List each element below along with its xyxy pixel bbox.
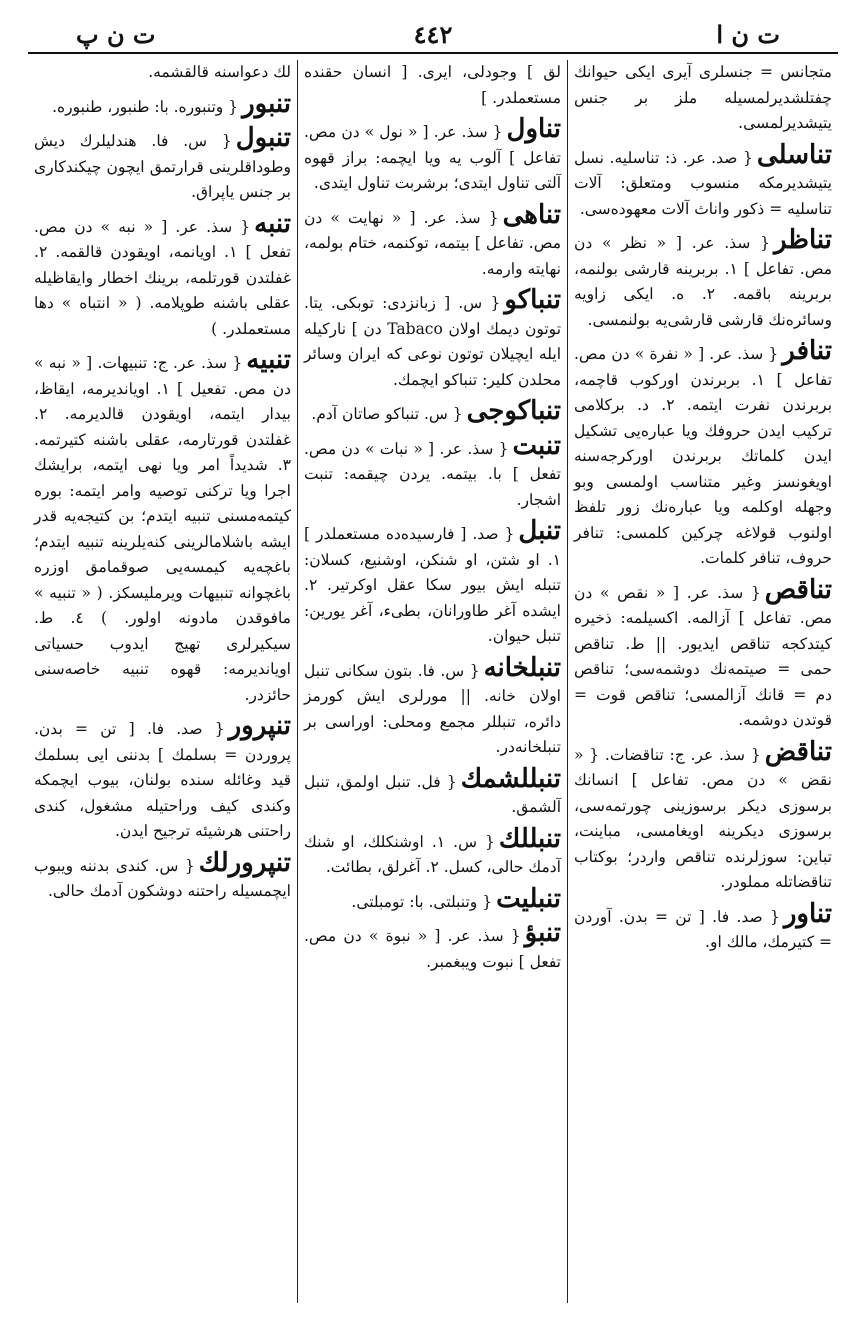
entry-headword: تنبل (518, 516, 561, 546)
entry-definition: { سذ. عر. [ « نهایت » دن مص. تفاعل ] بیتمه، توكنمه، ختام بولمه، نهایته وارمه. (304, 208, 561, 278)
entry-definition: { سذ. عر. [ « نبه » دن مص. تفعل ] ۱. اویانمه، اویقودن قالقمه. ۲. غفلتدن قورتلمه، برینك اخطار وایقاظیله عقلی باشنه طوپلامه. ( « انتباه » دها مستعملدر. ) (34, 217, 291, 338)
entry-headword: تناقض (764, 736, 832, 767)
entry-definition: { س. [ زبانزدی: توبكی. یتا. توتون دیمك اولان Tabaco دن ] ناركیله ایله ایچیلان توتون نوعی كه ایران وسائر محلدن كلیر: تنباكو ایچمك. (304, 294, 562, 389)
entry-headword: تنافر (782, 336, 832, 366)
dictionary-entry (304, 396, 561, 428)
entry-definition: { سذ. عر. [ « نول » دن مص. تفاعل ] آلوب یه ویا ایچمه: براز قهوه آلتی تناول ایتدی؛ برشربت تناول ایتدی. (304, 123, 561, 192)
dictionary-entry (34, 60, 291, 86)
column-middle (298, 60, 568, 1303)
dictionary-entry (574, 60, 832, 137)
header-right-letters: ت ن ا (716, 20, 780, 49)
entry-headword: تنبت (512, 430, 561, 461)
column-left (28, 60, 298, 1303)
entry-definition: { فل. تنبل اولمق، تنبل آلشمق. (304, 772, 561, 816)
dictionary-entry (34, 89, 291, 121)
dictionary-entry (34, 345, 291, 708)
entry-definition: { صد. فا. [ تن = بدن. آوردن = كتیرمك، مالك او. (574, 907, 832, 951)
dictionary-entry (304, 653, 561, 761)
entry-headword: تنپرور (228, 711, 291, 741)
entry-headword: تناهی (502, 199, 561, 230)
entry-headword: تنبه (254, 208, 291, 239)
entry-definition: { سذ. عر. [ « نفرة » دن مص. تفاعل ] ۱. بربرندن اوركوب قاچمه، بربرندن نفرت ایتمه. ۲. د. بركلامی تركیب ایدن حروفك ویا عباره‌یی تشكیل ایدن كلماتك بربرندن اوركرجه‌سنه اویغونسز وغیر متناسب اولمسی وبو وجهله اوكلمه ویا عباره‌نك زور تلفظ اولنوب قولاغه چركین كلمسی: تنافر حروف، تنافر كلمات. (574, 345, 833, 567)
columns-container (28, 60, 838, 1303)
entry-definition: { صد. فا. [ تن = بدن. پروردن = بسلمك ] بدننی ایی بسلمك قید وغائله سنده بولنان، بیوب ایچمكه وكندی كیف وراحتیله مشغول، كندی راحتنی هرشیئه ترجیح ایدن. (34, 720, 291, 840)
entry-headword: تنبؤ (524, 918, 561, 948)
entry-headword: تناظر (773, 225, 832, 255)
dictionary-entry (34, 711, 291, 845)
dictionary-entry (574, 225, 832, 333)
dictionary-entry (304, 285, 561, 393)
entry-headword: تنبول (235, 123, 291, 153)
dictionary-entry (304, 60, 561, 111)
entry-headword: تناسلی (756, 139, 832, 170)
entry-definition: { سذ. عر. [ « نقص » دن مص. تفاعل ] آزالمه. اكسیلمه: ذخیره كیتدكجه تناقص ایدیور. || ط. تناقص حمی = صیتمه‌نك دوشمه‌سی؛ تناقص دم = قانك آزالمسی؛ تناقص قوت = قوتدن دوشمه. (574, 583, 832, 729)
entry-definition: لق ] وجودلی، ایری. [ انسان حقنده مستعملدر. ] (304, 63, 561, 107)
entry-definition: { سذ. عر. ج: تنبیهات. [ « نبه » دن مص. تفعیل ] ۱. اویاندیرمه، ایقاظ، بیدار ایتمه، اویقودن قالدیرمه. ۲. غفلتدن قورتارمه، عقلی باشنه كتیرتمه. ۳. شدیداً امر ویا نهی ایتمه، برایشك اجرا ویا تركنی توصیه وامر ایتمه: بوره كیتمه‌مسنی تنبیه ایتدم؛ بن كتیجه‌یه قدر ایشه باشلامالرینی كنه‌یلرینه تنبیه ایتدم؛ باغچه‌یه كیمسه‌یی صوقمامق اوزره باغچوانه تنبیهات ویرملیسكز. ( « تنبیه » مافوقدن مادونه اولور. ) ٤. ط. سیكیرلری تهیج ایدوب حسیاتی اویاندیرمه: قهوه تنبیه خاصه‌سنی حائزدر. (34, 354, 291, 704)
entry-definition: { صد. [ فارسیده‌ده مستعملدر ] ۱. او شتن، او شنكن، اوشنیع، كسلان: تنبله ایش بیور سكا عقل اوكرتیر. ۲. ایشده آغر طاورانان، بطیء، آغر یورین: تنبل حیوان. (304, 525, 561, 645)
dictionary-entry (574, 575, 832, 734)
entry-headword: تنبللشمك (460, 763, 561, 794)
entry-definition: { س. تنباكو صاتان آدم. (311, 405, 463, 423)
entry-definition: { وتنبوره. با: طنبور، طنبوره. (52, 97, 239, 116)
dictionary-entry (304, 200, 561, 283)
dictionary-entry (304, 114, 561, 197)
dictionary-entry (304, 431, 561, 514)
entry-definition: { صد. عر. ذ: تناسلیه. نسل یتیشدیرمکه منسوب ومتعلق: آلات تناسلیه = ذکور واناث آلات معهوده‌سی. (574, 148, 832, 218)
entry-headword: تنبیه (246, 345, 291, 375)
dictionary-entry (304, 824, 561, 881)
dictionary-entry (574, 899, 832, 956)
entry-headword: تنبور (242, 88, 291, 119)
entry-headword: تنپرورلك (198, 847, 291, 878)
entry-definition: لك دعواسنه قالقشمه. (148, 63, 291, 81)
dictionary-page (28, 18, 838, 1303)
entry-definition: { س. فا. بتون سكانی تنبل اولان خانه. || مورلری ایش كورمز دائره، تنبللر مجمع ومحلی: اوراسی بر تنبلخانه‌در. (304, 661, 561, 756)
entry-definition: { س. ۱. اوشنكلك، او شنك آدمك حالی، كسل. ۲. آغرلق، بطائت. (304, 832, 561, 876)
entry-headword: تناقص (764, 574, 832, 605)
dictionary-entry (34, 848, 291, 905)
page-header (28, 18, 838, 54)
entry-definition: { س. فا. هندلیلرك دیش وطوداقلرینی قرارتمق ایچون چیكندكاری بر جنس یاپراق. (34, 132, 291, 201)
column-right (568, 60, 838, 1303)
entry-definition: { سذ. عر. ج: تناقضات. { « نقض » دن مص. تفاعل ] انسانك برسوزی دیكر برسوزینی چورتمه‌سی، برسوزی دیكرینه اویغامسی، مباینت، تباین: سوزلرنده تناقص واردر؛ بوكتاب تناقضاتله مملودر. (574, 745, 832, 891)
entry-definition: متجانس = جنسلری آیری ایکی حیوانك چفتلشدیرلمسیله ملز بر جنس یتیشدیرلمسی. (574, 63, 832, 132)
dictionary-entry (304, 516, 561, 650)
dictionary-entry (304, 918, 561, 975)
entry-headword: تنبلیت (496, 883, 561, 914)
header-left-letters: ت ن پ (76, 20, 156, 49)
entry-definition: { سذ. عر. [ « نبوة » دن مص. تفعل ] نبوت ویبغمبر. (304, 927, 561, 971)
dictionary-entry (304, 764, 561, 821)
dictionary-entry (304, 884, 561, 916)
dictionary-entry (34, 209, 291, 343)
entry-definition: { وتنبلتی. با: تومبلتی. (351, 892, 493, 911)
entry-headword: تنباكو (504, 285, 561, 315)
entry-headword: تناول (506, 114, 561, 144)
entry-definition: { س. كندی بدننه ویبوب ایچمسیله راحتنه دوشكون آدمك حالی. (34, 856, 291, 900)
dictionary-entry (34, 123, 291, 206)
entry-headword: تنبلخانه (483, 652, 561, 683)
dictionary-entry (574, 737, 832, 896)
entry-definition: { سذ. عر. [ « نبات » دن مص. تفعل ] با. بیتمه. یردن چیقمه: تنبت اشجار. (304, 439, 561, 509)
entry-definition: { سذ. عر. [ « نظر » دن مص. تفاعل ] ۱. بربرینه قارشی بولنمه، بربرینه باقمه. ۲. ه. ایکی زاویه وسائره‌نك قارشی قارشی‌یه بولنمسی. (574, 234, 832, 329)
entry-headword: تناور (783, 898, 832, 929)
dictionary-entry (574, 336, 832, 572)
page-number: ٤٤٢ (413, 20, 453, 49)
dictionary-entry (574, 140, 832, 223)
entry-headword: تنباكوجی (466, 396, 561, 426)
entry-headword: تنبللك (498, 823, 561, 854)
